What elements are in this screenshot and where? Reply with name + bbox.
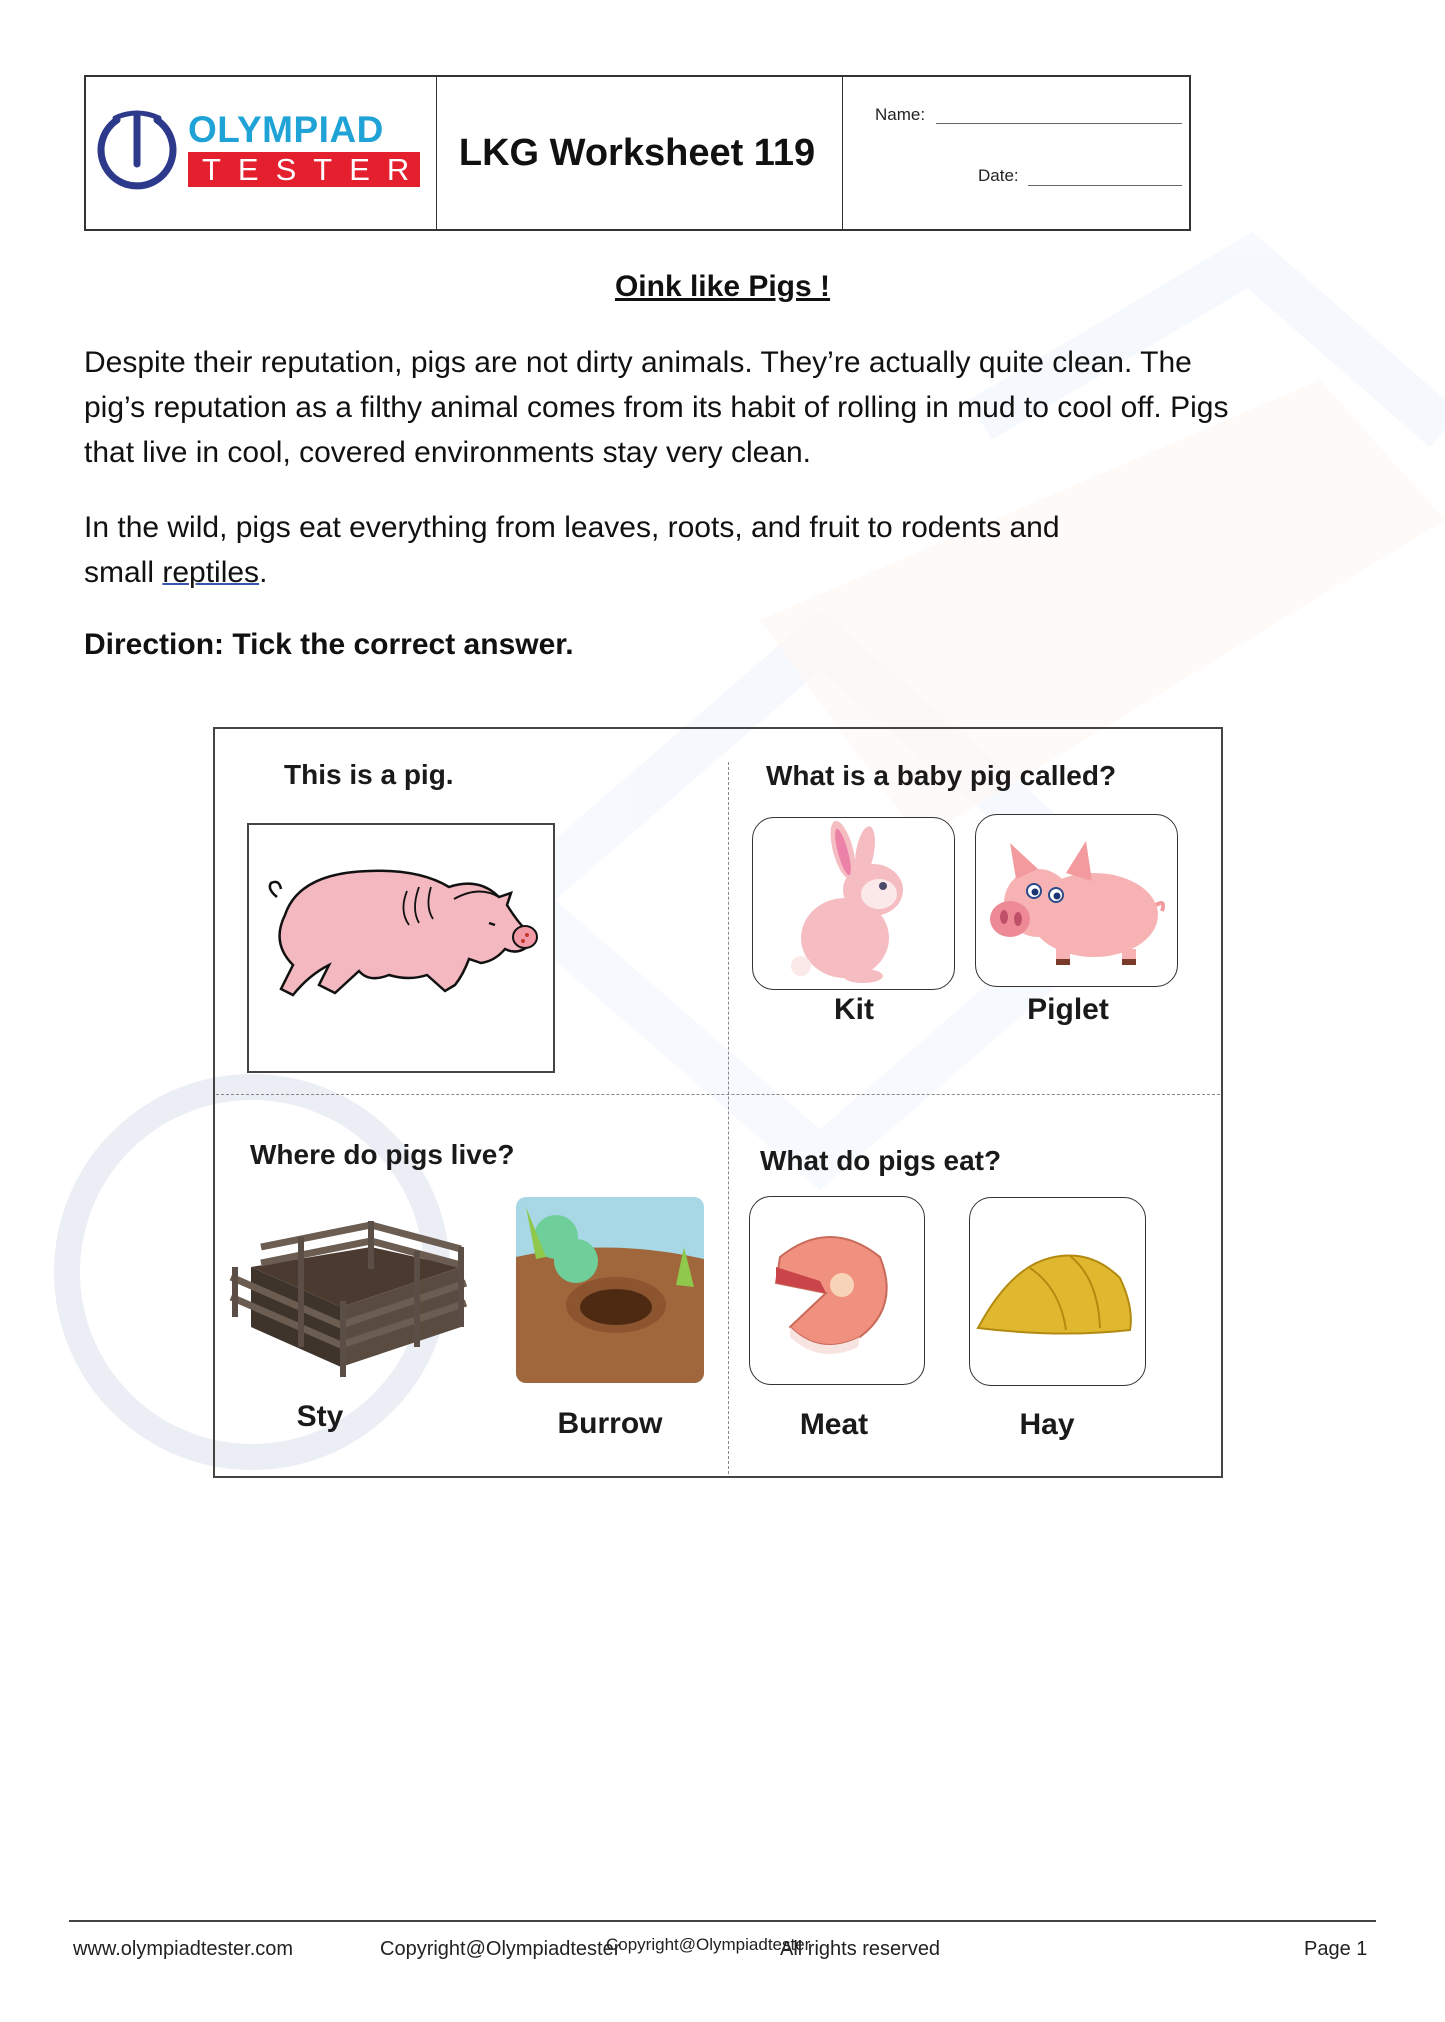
question-what-eat: What do pigs eat?	[760, 1145, 1002, 1176]
direction-text: Direction: Tick the correct answer.	[84, 628, 574, 661]
name-label: Name:	[875, 105, 926, 124]
option-card-piglet[interactable]	[975, 814, 1178, 987]
footer-copyright: Copyright@Olympiadtester	[380, 1938, 621, 1960]
meat-illustration	[750, 1197, 923, 1383]
footer-website: www.olympiadtester.com	[73, 1938, 294, 1960]
option-label-kit[interactable]: Kit	[834, 993, 874, 1026]
option-card-meat[interactable]	[749, 1196, 925, 1385]
pig-illustration	[249, 825, 553, 1071]
question-this-is-a-pig: This is a pig.	[284, 759, 454, 790]
option-card-burrow[interactable]	[516, 1197, 704, 1383]
panel-divider-vertical	[728, 762, 729, 1474]
option-label-burrow[interactable]: Burrow	[557, 1407, 663, 1440]
option-label-sty[interactable]: Sty	[296, 1400, 344, 1433]
passage-paragraph-2	[84, 505, 1384, 595]
reptiles-link[interactable]: reptiles	[162, 556, 260, 589]
footer-rights: All rights reserved	[780, 1938, 941, 1960]
option-label-meat[interactable]: Meat	[799, 1408, 869, 1441]
option-label-piglet[interactable]: Piglet	[1027, 993, 1109, 1026]
passage-title: Oink like Pigs !	[614, 270, 831, 303]
rabbit-kit-illustration	[753, 818, 953, 988]
option-card-sty[interactable]	[221, 1207, 474, 1380]
option-label-hay[interactable]: Hay	[1019, 1408, 1075, 1441]
logo-wordmark-olympiad: OLYMPIAD	[188, 109, 384, 150]
date-label: Date:	[978, 166, 1019, 185]
footer-copyright-overlay: Copyright@Olympiadtester	[606, 1935, 811, 1954]
worksheet-title: LKG Worksheet 119	[458, 131, 816, 174]
logo-wordmark-tester: TESTER	[188, 152, 420, 187]
question-where-live: Where do pigs live?	[250, 1139, 515, 1170]
piglet-illustration	[976, 815, 1176, 985]
panel-divider-horizontal	[216, 1094, 1220, 1095]
paragraph-line	[84, 550, 1384, 595]
option-card-hay[interactable]	[969, 1197, 1146, 1386]
option-card-kit[interactable]	[752, 817, 955, 990]
question-baby-pig: What is a baby pig called?	[766, 760, 1117, 791]
header-divider	[842, 77, 843, 229]
name-field[interactable]	[936, 123, 1182, 124]
paragraph-line: pig’s reputation as a filthy animal comes from its habit of rolling in mud to cool off. Pigs	[84, 391, 1229, 424]
burrow-illustration	[516, 1197, 704, 1383]
paragraph-text: .	[259, 556, 268, 589]
passage-paragraph-1	[84, 340, 1384, 475]
hay-illustration	[970, 1198, 1144, 1384]
pig-sty-illustration	[221, 1207, 474, 1380]
paragraph-line: In the wild, pigs eat everything from leaves, roots, and fruit to rodents and	[84, 511, 1060, 544]
footer-page-number: Page 1	[1304, 1938, 1368, 1960]
olympiad-tester-logo-icon	[95, 106, 179, 190]
paragraph-line: that live in cool, covered environments stay very clean.	[84, 436, 812, 469]
footer-rule	[69, 1920, 1376, 1922]
pig-image-frame	[247, 823, 555, 1073]
date-field[interactable]	[1028, 185, 1182, 186]
paragraph-line: Despite their reputation, pigs are not dirty animals. They’re actually quite clean. The	[84, 346, 1192, 379]
paragraph-text: small	[84, 556, 163, 589]
